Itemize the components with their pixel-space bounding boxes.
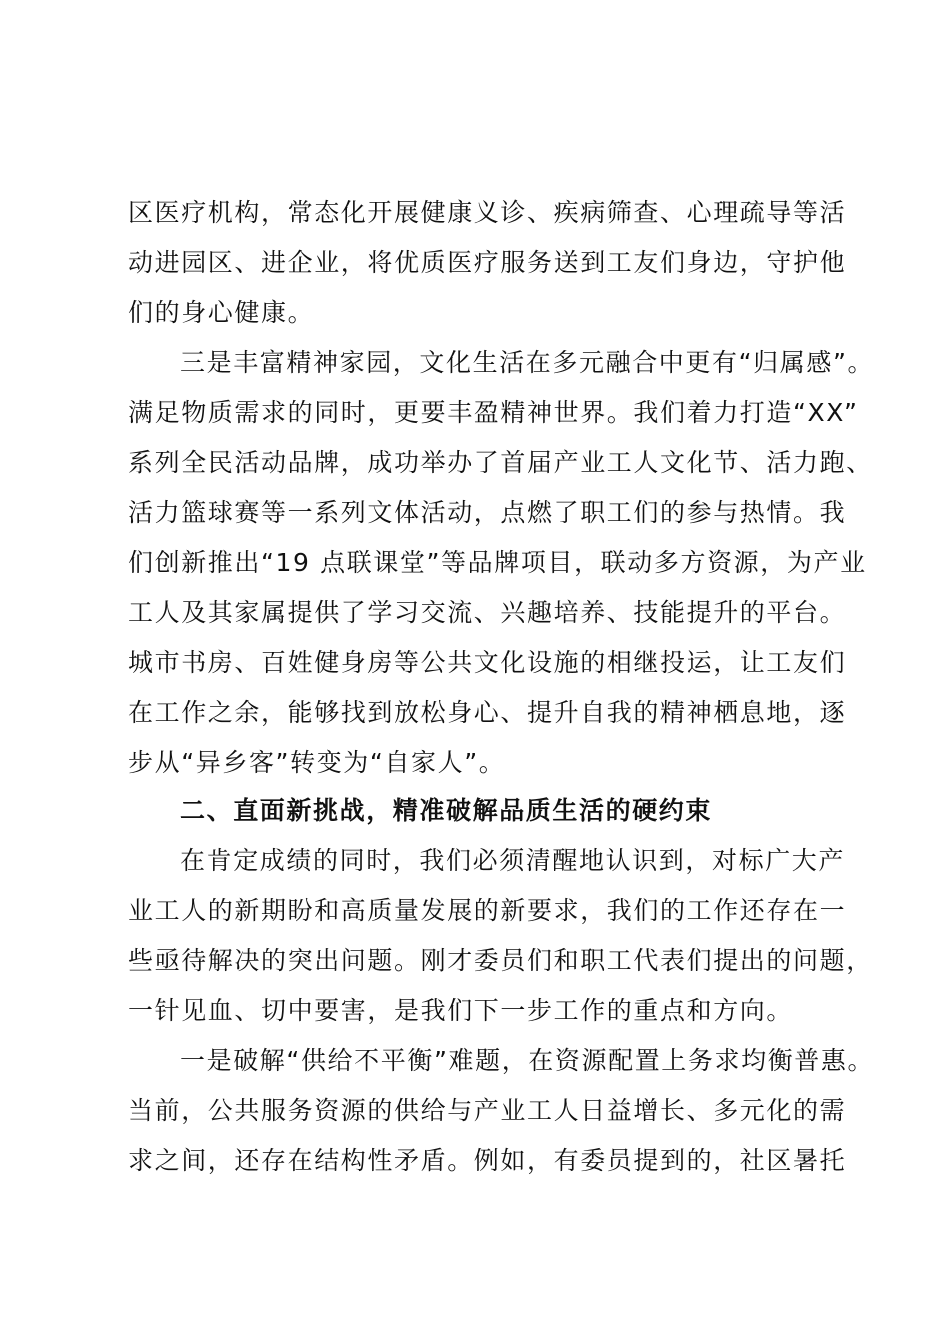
body-text-line: 求之间，还存在结构性矛盾。例如，有委员提到的，社区暑托 bbox=[128, 1146, 847, 1175]
body-text-line: 业工人的新期盼和高质量发展的新要求，我们的工作还存在一 bbox=[128, 896, 847, 925]
body-text-line: 些亟待解决的突出问题。刚才委员们和职工代表们提出的问题， bbox=[128, 946, 873, 975]
body-text-line: 三是丰富精神家园，文化生活在多元融合中更有“归属感”。 bbox=[180, 348, 875, 377]
body-text-line: 当前，公共服务资源的供给与产业工人日益增长、多元化的需 bbox=[128, 1096, 847, 1125]
body-text-line: 步从“异乡客”转变为“自家人”。 bbox=[128, 748, 506, 777]
body-text-line: 在工作之余，能够找到放松身心、提升自我的精神栖息地，逐 bbox=[128, 698, 847, 727]
body-text-line: 在肯定成绩的同时，我们必须清醒地认识到，对标广大产 bbox=[180, 846, 846, 875]
body-text-line: 区医疗机构，常态化开展健康义诊、疾病筛查、心理疏导等活 bbox=[128, 198, 847, 227]
body-text-line: 系列全民活动品牌，成功举办了首届产业工人文化节、活力跑、 bbox=[128, 448, 873, 477]
body-text-line: 们的身心健康。 bbox=[128, 298, 315, 327]
body-text-line: 一是破解“供给不平衡”难题，在资源配置上务求均衡普惠。 bbox=[180, 1046, 875, 1075]
body-text-line: 城市书房、百姓健身房等公共文化设施的相继投运，让工友们 bbox=[128, 648, 847, 677]
body-text-line: 们创新推出“19 点联课堂”等品牌项目，联动多方资源，为产业 bbox=[128, 548, 867, 577]
body-text-line: 工人及其家属提供了学习交流、兴趣培养、技能提升的平台。 bbox=[128, 598, 847, 627]
section-heading: 二、直面新挑战，精准破解品质生活的硬约束 bbox=[180, 796, 713, 825]
body-text-line: 活力篮球赛等一系列文体活动，点燃了职工们的参与热情。我 bbox=[128, 498, 847, 527]
body-text-line: 一针见血、切中要害，是我们下一步工作的重点和方向。 bbox=[128, 996, 794, 1025]
body-text-line: 动进园区、进企业，将优质医疗服务送到工友们身边，守护他 bbox=[128, 248, 847, 277]
body-text-line: 满足物质需求的同时，更要丰盈精神世界。我们着力打造“XX” bbox=[128, 398, 859, 427]
